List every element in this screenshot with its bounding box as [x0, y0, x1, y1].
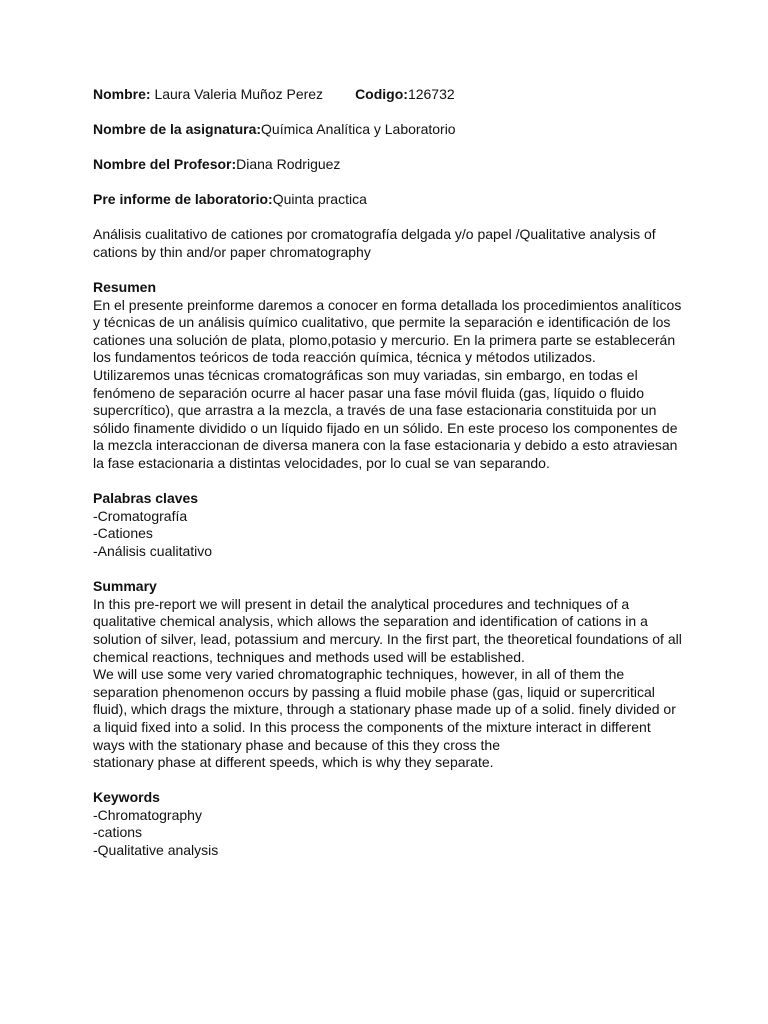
subject-label: Nombre de la asignatura:: [93, 121, 262, 138]
code-value: 126732: [407, 86, 455, 102]
keywords-list: [93, 807, 683, 860]
list-item: -Chromatography: [93, 806, 202, 823]
resumen-paragraph-2: Utilizaremos unas técnicas cromatográficas son muy variadas, sin embargo, en todas el fenómeno de separación ocurre al hacer pasar una fase móvil fluida (gas, líquido o fluido supercrítico), que arrastra a la mezcla, a través de una fase estacionaria constituida por un sólido finamente dividido o un líquido fijado en un sólido. En este proceso los componentes de la mezcla interaccionan de diversa manera con la fase estacionaria y debido a esto atraviesan la fase estacionaria a distintas velocidades, por lo cual se van separando.: [93, 367, 678, 471]
name-label: Nombre:: [93, 86, 151, 102]
resumen-heading: Resumen: [93, 279, 157, 296]
summary-paragraph-2b: stationary phase at different speeds, which is why they separate.: [93, 754, 494, 771]
summary-paragraph-1: In this pre-report we will present in detail the analytical procedures and techniques of a qualitative chemical analysis, which allows the separation and identification of cations in a solution of silver, lead, potassium and mercury. In the first part, the theoretical foundations of all chemical reactions, techniques and methods used will be established.: [93, 595, 682, 665]
list-item: -Qualitative analysis: [93, 842, 219, 859]
report-value: Quinta practica: [272, 191, 367, 208]
professor-label: Nombre del Profesor:: [93, 156, 237, 173]
professor-line: [93, 156, 683, 174]
resumen-section: [93, 279, 683, 473]
summary-section: [93, 578, 683, 772]
list-item: -Cromatografía: [93, 507, 188, 524]
document-page: [93, 86, 683, 877]
list-item: -cations: [93, 824, 143, 841]
palabras-section: [93, 490, 683, 560]
keywords-section: [93, 789, 683, 859]
summary-paragraph-2a: We will use some very varied chromatographic techniques, however, in all of them the separation phenomenon occurs by passing a fluid mobile phase (gas, liquid or supercritical fluid), which drags the mixture, through a stationary phase made up of a solid. finely divided or a liquid fixed into a solid. In this process the components of the mixture interact in different ways with the stationary phase and because of this they cross the: [93, 666, 676, 753]
resumen-paragraph-1: En el presente preinforme daremos a conocer en forma detallada los procedimientos analíticos y técnicas de un análisis químico cualitativo, que permite la separación e identificación de los cationes una solución de plata, plomo,potasio y mercurio. En la primera parte se establecerán los fundamentos teóricos de toda reacción química, técnica y métodos utilizados.: [93, 296, 682, 366]
list-item: -Análisis cualitativo: [93, 542, 213, 559]
subject-line: [93, 121, 683, 139]
list-item: -Cationes: [93, 525, 153, 542]
professor-value: Diana Rodriguez: [236, 156, 341, 173]
document-title: Análisis cualitativo de cationes por cromatografía delgada y/o papel /Qualitative analysis of cations by thin and/or paper chromatography: [93, 226, 656, 260]
subject-value: Química Analítica y Laboratorio: [261, 121, 456, 138]
palabras-heading: Palabras claves: [93, 490, 199, 507]
report-line: [93, 191, 683, 209]
name-value: Laura Valeria Muñoz Perez: [150, 86, 324, 102]
summary-heading: Summary: [93, 578, 157, 595]
palabras-list: [93, 508, 683, 561]
keywords-heading: Keywords: [93, 789, 160, 806]
name-line: [93, 86, 683, 104]
code-label: Codigo:: [355, 86, 408, 102]
report-label: Pre informe de laboratorio:: [93, 191, 273, 208]
